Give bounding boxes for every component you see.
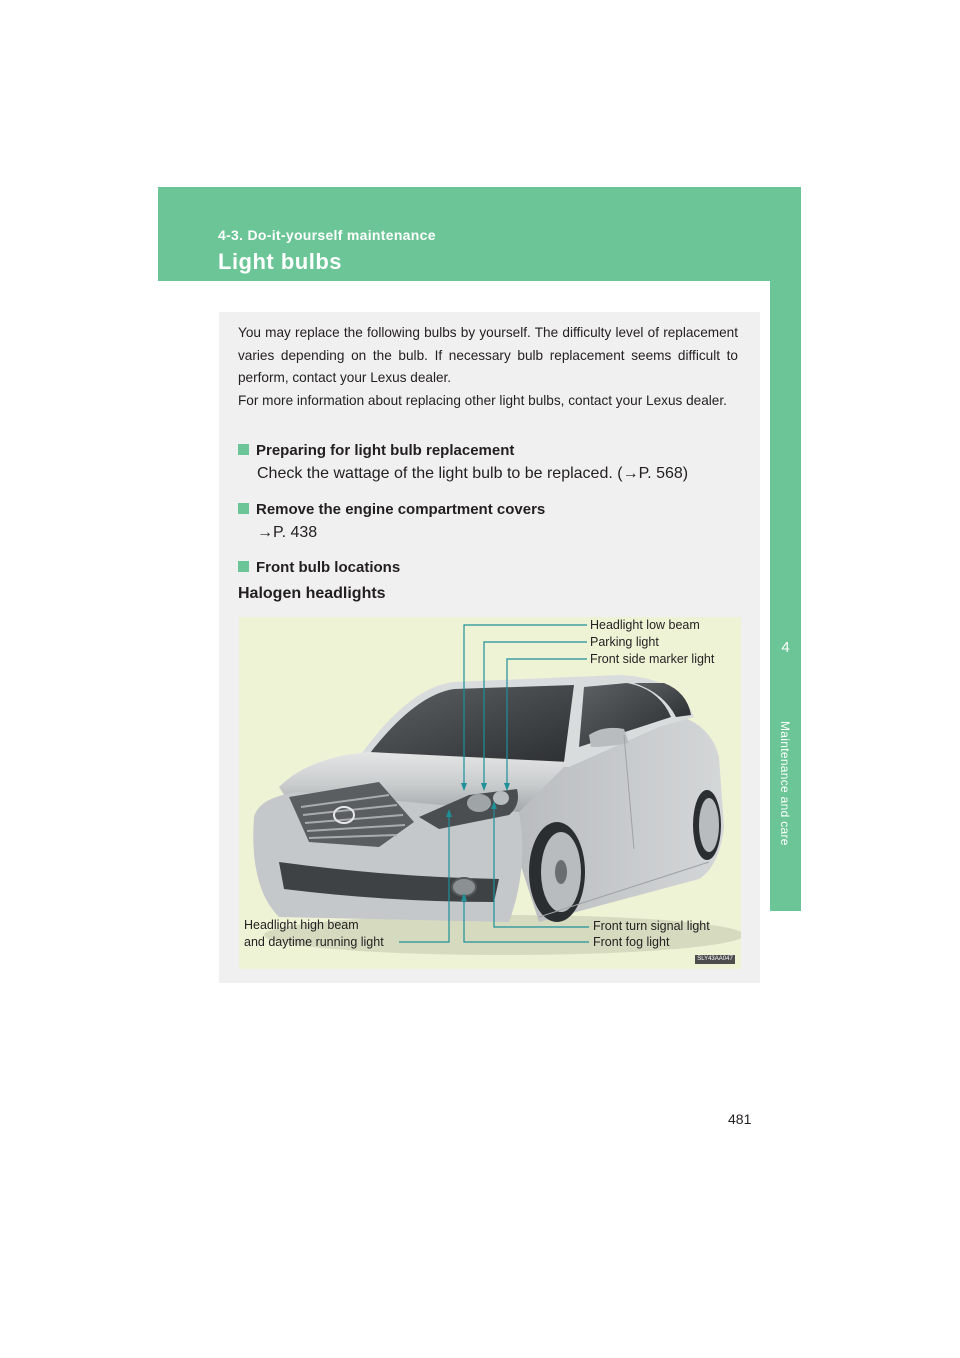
chapter-label-container [770, 721, 801, 881]
callout-front-turn-signal-light: Front turn signal light [593, 919, 710, 933]
intro-paragraph: For more information about replacing other light bulbs, contact your Lexus dealer. [238, 392, 727, 408]
subsection-heading: Halogen headlights [238, 585, 386, 602]
car-illustration [239, 617, 741, 969]
chapter-label: Maintenance and care [778, 721, 792, 846]
page-title: Light bulbs [218, 249, 343, 274]
section-heading: Remove the engine compartment covers [256, 501, 546, 518]
section-reference: 4-3. Do-it-yourself maintenance [218, 227, 436, 243]
callout-front-fog-light: Front fog light [593, 935, 670, 949]
square-bullet-icon [238, 444, 249, 455]
section-remove-covers [238, 501, 738, 542]
callout-parking-light: Parking light [590, 635, 659, 649]
section-heading: Preparing for light bulb replacement [256, 442, 515, 459]
chapter-side-tab[interactable] [770, 281, 801, 911]
callout-headlight-high-beam: Headlight high beam [244, 918, 359, 932]
intro-text [238, 322, 738, 412]
callout-front-side-marker-light: Front side marker light [590, 652, 715, 666]
content-box [219, 312, 760, 983]
page-number: 481 [728, 1111, 752, 1127]
section-heading: Front bulb locations [256, 559, 401, 576]
square-bullet-icon [238, 561, 249, 572]
page-reference-link[interactable]: →P. 438 [257, 524, 318, 541]
car-bulb-figure [239, 617, 741, 969]
section-front-bulbs [238, 559, 738, 576]
section-body: Check the wattage of the light bulb to be replaced. (→P. 568) [257, 465, 689, 482]
square-bullet-icon [238, 503, 249, 514]
section-preparing [238, 442, 738, 483]
callout-daytime-running-light: and daytime running light [244, 935, 384, 949]
callout-headlight-low-beam: Headlight low beam [590, 618, 700, 632]
intro-paragraph: You may replace the following bulbs by yourself. The difficulty level of replacement varies depending on the bulb. If necessary bulb replacement seems difficult to perform, contact your Lexus dealer. [238, 325, 738, 385]
header-band [158, 187, 801, 281]
figure-code: SLY43AA047 [695, 955, 735, 964]
chapter-number: 4 [781, 639, 790, 656]
